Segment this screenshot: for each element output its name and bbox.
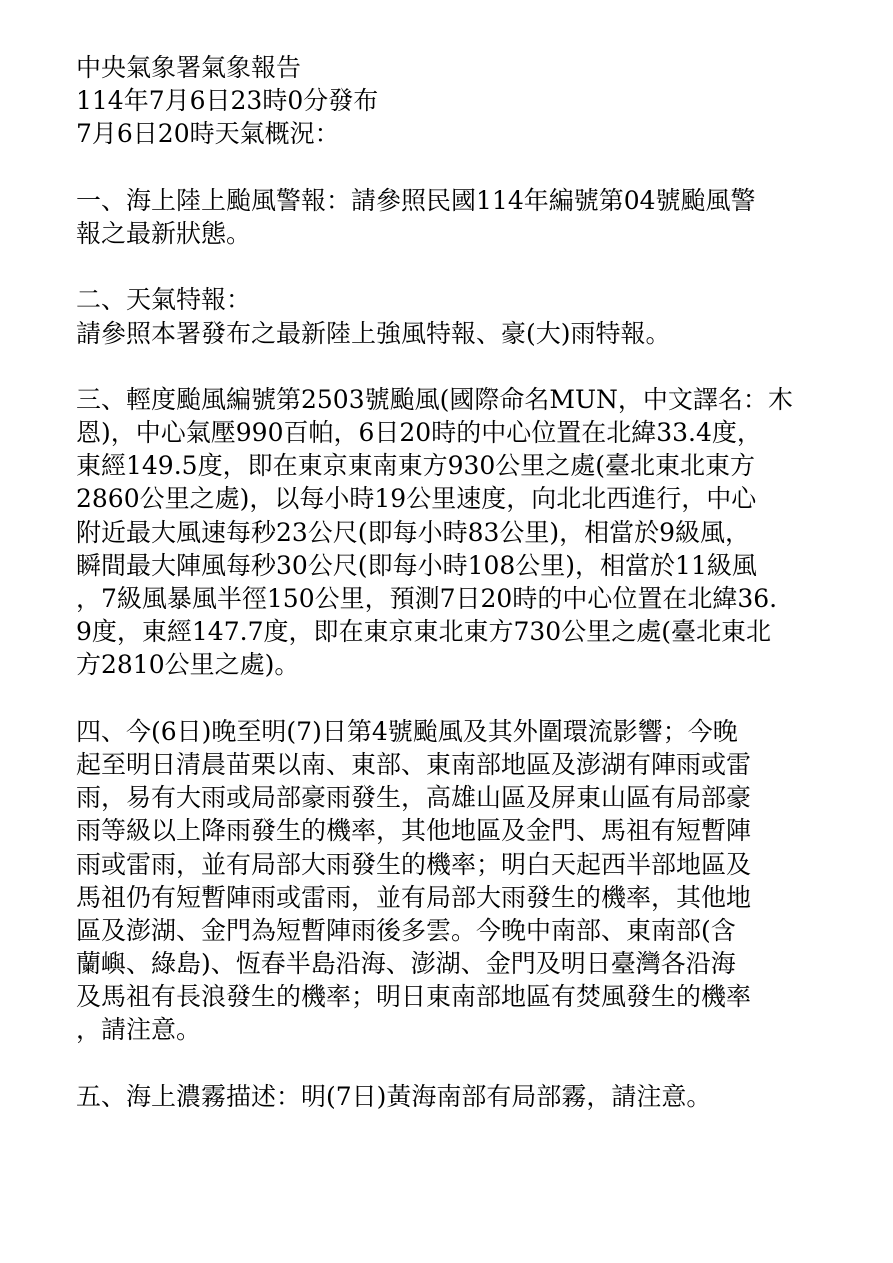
text-line: 方2810公里之處)。 (76, 650, 300, 680)
issue-time: 114年7月6日23時0分發布 (76, 86, 379, 116)
text-line: 馬祖仍有短暫陣雨或雷雨，並有局部大雨發生的機率，其他地 (76, 882, 752, 912)
text-line: ，7級風暴風半徑150公里，預測7日20時的中心位置在北緯36. (76, 584, 778, 613)
text-line: 雨，易有大雨或局部豪雨發生，高雄山區及屏東山區有局部豪 (76, 783, 752, 813)
text-line: 恩)，中心氣壓990百帕，6日20時的中心位置在北緯33.4度， (76, 418, 762, 448)
text-line: 區及澎湖、金門為短暫陣雨後多雲。今晚中南部、東南部(含 (76, 915, 736, 945)
paragraph-gap (76, 250, 826, 283)
section-rain-forecast (76, 715, 826, 1047)
section-weather-special (76, 283, 826, 349)
text-line: 2860公里之處)，以每小時19公里速度，向北北西進行，中心 (76, 484, 757, 514)
text-line: 及馬祖有長浪發生的機率；明日東南部地區有焚風發生的機率 (76, 982, 752, 1012)
text-line: 二、天氣特報： (76, 285, 252, 315)
overview-heading: 7月6日20時天氣概況： (76, 119, 340, 149)
paragraph-gap (76, 682, 826, 715)
report-title: 中央氣象署氣象報告 (76, 53, 302, 82)
text-line: 請參照本署發布之最新陸上強風特報、豪(大)雨特報。 (76, 318, 671, 348)
paragraph-gap (76, 151, 826, 184)
text-line: ，請注意。 (76, 1015, 202, 1045)
text-line: 報之最新狀態。 (76, 218, 252, 248)
paragraph-gap (76, 350, 826, 383)
text-line: 9度，東經147.7度，即在東京東北東方730公里之處(臺北東北 (76, 617, 771, 647)
text-line: 四、今(6日)晚至明(7)日第4號颱風及其外圍環流影響；今晚 (76, 716, 738, 746)
text-line: 蘭嶼、綠島)、恆春半島沿海、澎湖、金門及明日臺灣各沿海 (76, 949, 736, 979)
text-line: 雨或雷雨，並有局部大雨發生的機率；明白天起西半部地區及 (76, 849, 752, 879)
section-sea-fog (76, 1080, 826, 1113)
text-line: 起至明日清晨苗栗以南、東部、東南部地區及澎湖有陣雨或雷 (76, 749, 752, 779)
text-line: 一、海上陸上颱風警報：請參照民國114年編號第04號颱風警 (76, 185, 756, 215)
paragraph-gap (76, 1047, 826, 1080)
section-typhoon-mun (76, 383, 826, 682)
text-line: 三、輕度颱風編號第2503號颱風(國際命名MUN，中文譯名：木 (76, 384, 793, 414)
text-line: 五、海上濃霧描述：明(7日)黃海南部有局部霧，請注意。 (76, 1081, 712, 1111)
weather-report-document (76, 51, 826, 1113)
text-line: 東經149.5度，即在東京東南東方930公里之處(臺北東北東方 (76, 451, 756, 481)
text-line: 瞬間最大陣風每秒30公尺(即每小時108公里)，相當於11級風 (76, 550, 757, 580)
text-line: 雨等級以上降雨發生的機率，其他地區及金門、馬祖有短暫陣 (76, 816, 752, 846)
section-typhoon-warning (76, 184, 826, 250)
text-line: 附近最大風速每秒23公尺(即每小時83公里)，相當於9級風， (76, 517, 751, 547)
